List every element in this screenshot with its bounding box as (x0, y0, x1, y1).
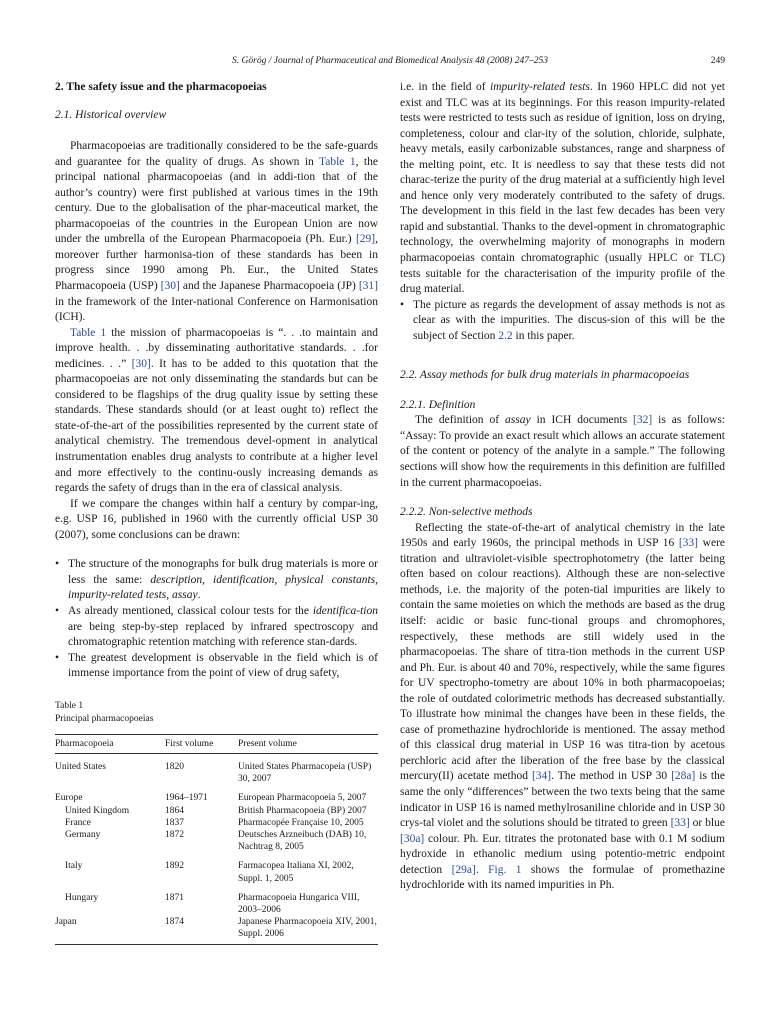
reference-29a-link[interactable]: [29a] (451, 863, 476, 876)
figure-1-link[interactable]: Fig. 1 (488, 863, 522, 876)
table-row: United Kingdom 1864 British Pharmacopoeia (BP) 2007 (65, 805, 367, 816)
paragraph-impurity-tests: i.e. in the field of impurity-related tests. In 1960 HPLC did not yet exist and TLC was at its beginnings. For this reason impurity-related tests were restricted to tests such as residue of ignition, loss on drying, completeness, colour and clar-ity of the solution, chloride, sulphate, heavy metals, easily carbonizable substances, range and sharpness of the melting point, etc. It is needless to say that these tests did not charac-terize the purity of the drug material at a sufficiently high level and hence only very moderately contributed to the safety of drugs. The development in this field in the last few decades has been very rapid and substantial. Thanks to the devel-opment in chromatographic technology, the overwhelming majority of monographs in modern pharmacopoeias contain chromatographic (usually HPLC or TLC) tests suitable for the characterisation of the impurity profile of the drug material. (400, 81, 725, 296)
page-number: 249 (710, 56, 725, 66)
reference-32-link[interactable]: [32] (633, 414, 653, 427)
column-header: Present volume (238, 734, 378, 753)
reference-28a-link[interactable]: [28a] (671, 770, 696, 783)
subsubsection-heading: 2.2.1. Definition (400, 398, 476, 411)
table-1-link[interactable]: Table 1 (70, 326, 107, 339)
pharmacopoeias-table (55, 734, 378, 945)
paragraph-non-selective: Reflecting the state-of-the-art of analytical chemistry in the late 1950s and early 1960s, the principal methods in USP 16 [33] were titration and ultraviolet-visible spectrophotometry (the latter being often based on colour reactions). Although these are non-selective methods, i.e. the majority of the poten-tial impurities are likely to contain the same moieties on which the methods are based as the drug itself: acidic or basic func-tional groups and chromophores, respectively, these methods are still widely used in the pharmacopoeias. The share of titra-tion methods in the current USP and Ph. Eur. is about 40 and 70%, respectively, while the same figures for UV spectropho-tometry are about 10% in both pharmacopoeias; the role of outdated colorimetric methods has decreased substantially. To illustrate how minimal the changes have been in these fields, the case of promethazine hydrochloride is mentioned. The assay method of this classical drug material in USP 16 was titra-tion by acetous perchloric acid after the liberation of the free base by the classical mercury(II) acetate method [34]. The method in USP 30 [28a] is the same the only “differences” between the two texts being that the same indicator in USP 16 is named methylrosaniline chloride and in USP 30 crys-tal violet and the solutions should be titrated to green [33] or blue [30a] colour. Ph. Eur. titrates the protonated base with 0.1 M sodium hydroxide in ethanolic medium using potentio-metric endpoint detection [29a]. Fig. 1 shows the formulae of promethazine hydrochloride with its named impurities in Ph. (400, 521, 726, 892)
reference-29-link[interactable]: [29] (355, 233, 376, 246)
right-column (400, 80, 725, 894)
list-item: • As already mentioned, classical colour tests for the identifica-tion are being step-by-step replaced by infrared spectroscopy and chromatographic retention matching with reference stan-dards. (55, 604, 378, 651)
reference-31-link[interactable]: [31] (358, 280, 378, 293)
table-caption (55, 700, 378, 726)
column-header: First volume (165, 734, 238, 753)
reference-33-link[interactable]: [33] (670, 817, 690, 830)
conclusions-list-continued (400, 298, 725, 345)
paragraph-comparison: If we compare the changes within half a century by compar-ing, e.g. USP 16, published in 1960 with the currently official USP 30 (2007), some conclusions can be drawn: (55, 497, 378, 541)
reference-30-link[interactable]: [30] (160, 280, 180, 293)
subsubsection-heading: 2.2.2. Non-selective methods (400, 506, 533, 519)
table-row: Hungary 1871 Pharmacopoeia Hungarica VIII, 2003–2006 (65, 892, 360, 915)
list-item: • The structure of the monographs for bulk drug materials is more or less the same: description, identification, physical constants, impurity-related tests, assay. (55, 557, 378, 604)
list-item: • The picture as regards the development of assay methods is not as clear as with the impurities. The discus-sion of this will be the subject of Section 2.2 in this paper. (400, 298, 725, 345)
list-item: • The greatest development is observable in the field which is of immense importance from the point of view of drug safety, (55, 651, 378, 682)
reference-30-link[interactable]: [30] (131, 357, 151, 370)
table-1-link[interactable]: Table 1 (319, 155, 356, 168)
table-row: Japan 1874 Japanese Pharmacopoeia XIV, 2001, Suppl. 2006 (55, 916, 378, 944)
subsection-heading: 2.2. Assay methods for bulk drug materials in pharmacopoeias (400, 369, 690, 382)
reference-34-link[interactable]: [34] (531, 770, 552, 783)
table-label: Table 1 (55, 700, 84, 711)
table-row: Germany 1872 Deutsches Arzneibuch (DAB) 10, Nachtrag 8, 2005 (65, 829, 367, 853)
table-row: Europe 1964–1971 European Pharmacopoeia 5, 2007 (55, 793, 367, 804)
conclusions-list (55, 557, 378, 681)
paragraph-intro: Pharmacopoeias are traditionally considered to be the safe-guards and guarantee for the quality of drugs. As shown in Table 1, the principal national pharmacopoeias (and in addi-tion that of the author’s country) were first published at various times in the 19th century. Due to the globalisation of the phar-maceutical market, the pharmacopoeias of the countries in the European Union are now under the umbrella of the European Pharmacopoeia (Ph. Eur.) [29], moreover further harmonisa-tion of these standards has been in progress since 1990 among Ph. Eur., the United States Pharmacopoeia (USP) [30] and the Japanese Pharmacopoeia (JP) [31] in the framework of the Inter-national Conference on Harmonisation (ICH). (55, 140, 378, 324)
reference-33-link[interactable]: [33] (678, 537, 699, 550)
journal-citation: S. Görög / Journal of Pharmaceutical and Biomedical Analysis 48 (2008) 247–253 (232, 56, 548, 66)
paragraph-definition: The definition of assay in ICH documents [32] is as follows: “Assay: To provide an exact result which allows an accurate statement of the content or potency of the analyte in a sample.” The following sections will show how the requirements in this definition are fulfilled in the current pharmacopoeias. (400, 414, 725, 489)
section-2-2-link[interactable]: 2.2 (498, 329, 513, 342)
subsection-heading: 2.1. Historical overview (55, 108, 167, 121)
table-title: Principal pharmacopoeias (55, 713, 154, 724)
table-row: France 1837 Pharmacopée Française 10, 2005 (65, 817, 364, 828)
table-header-row (55, 734, 378, 753)
left-column (55, 80, 378, 945)
section-heading: 2. The safety issue and the pharmacopoeias (55, 81, 267, 93)
table-row: United States 1820 United States Pharmacopeia (USP) 30, 2007 (55, 761, 372, 785)
reference-30a-link[interactable]: [30a] (400, 832, 425, 845)
paragraph-mission: Table 1 the mission of pharmacopoeias is “. . .to maintain and improve health. . .by disseminating authoritative standards. . .for medicines. . .” [30]. It has to be added to this quotation that the pharmacopoeias are not only disseminating the standards but can be considered to be flagships of the drug quality issue by setting these standards. These standards should (or at least ought to) reflect the state-of-the-art of the possibilities represented by the current state of analytical chemistry. The tremendous devel-opment in analytical instrumentation enables drug analysts to contribute at a higher level and more effectively to the continu-ously increasing demands as regards the safety of drugs than in the era of classical analysis. (55, 326, 378, 495)
table-row: Italy 1892 Farmacopea Italiana XI, 2002, Suppl. 1, 2005 (65, 861, 354, 884)
column-header: Pharmacopoeia (55, 734, 165, 753)
